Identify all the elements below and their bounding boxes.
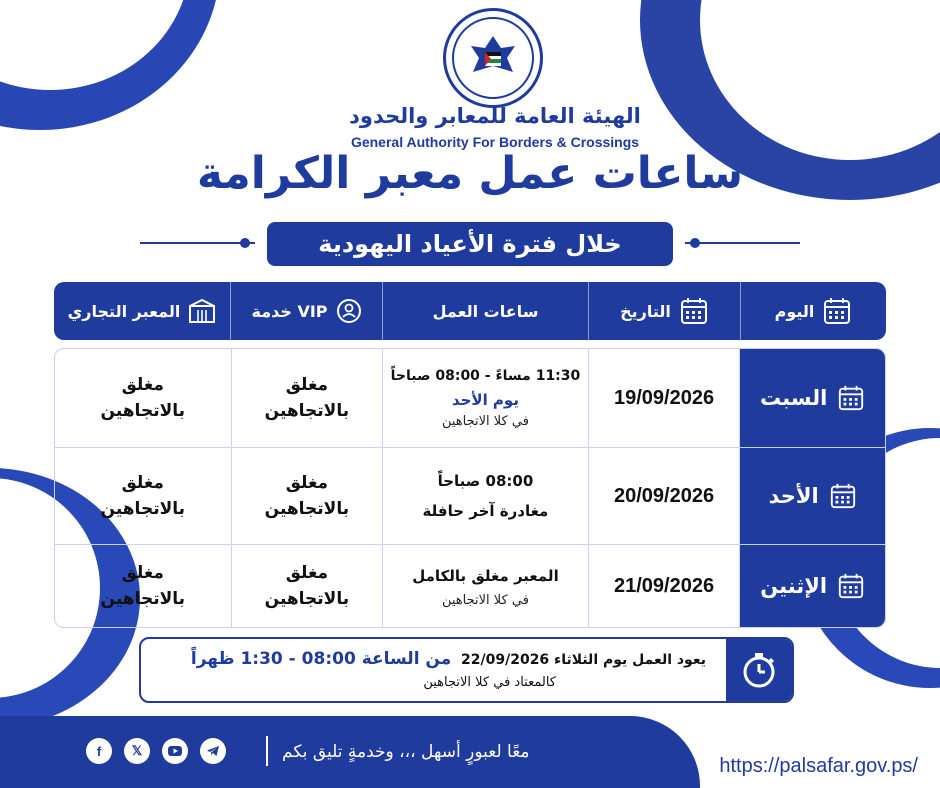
- hours-direction: في كلا الاتجاهين: [441, 414, 529, 429]
- commercial-direction: بالاتجاهين: [100, 401, 185, 421]
- subtitle: خلال فترة الأعياد اليهودية: [267, 222, 673, 266]
- header-day: [740, 282, 886, 340]
- header-date-label: التاريخ: [620, 301, 671, 321]
- commercial-status: مغلق: [121, 563, 164, 583]
- notice-line-1: [166, 649, 706, 669]
- divider-line: [685, 242, 800, 244]
- stopwatch-icon-box: [726, 639, 792, 701]
- commercial-direction: بالاتجاهين: [100, 499, 185, 519]
- subtitle-banner: [140, 222, 800, 266]
- notice-text: [166, 649, 706, 690]
- footer: [0, 708, 940, 788]
- day-label: الإثنين: [760, 574, 828, 598]
- resume-notice: [139, 637, 794, 703]
- hours-cell: [382, 448, 588, 544]
- notice-date: يعود العمل يوم الثلاثاء 22/09/2026: [461, 652, 706, 668]
- header-commercial: [54, 282, 230, 340]
- calendar-icon: [837, 384, 865, 412]
- date-cell: 20/09/2026: [588, 448, 740, 544]
- day-cell: [739, 448, 885, 544]
- x-icon[interactable]: 𝕏: [124, 738, 150, 764]
- commercial-status: مغلق: [121, 375, 164, 395]
- divider-dot: [240, 238, 250, 248]
- hours-cell: [382, 545, 588, 627]
- youtube-icon[interactable]: [162, 738, 188, 764]
- vip-status: مغلق: [285, 473, 329, 493]
- vip-cell: [231, 545, 383, 627]
- day-cell: [739, 349, 885, 447]
- header-day-label: اليوم: [774, 301, 815, 321]
- telegram-icon[interactable]: [200, 738, 226, 764]
- vip-direction: بالاتجاهين: [264, 499, 350, 519]
- vip-direction: بالاتجاهين: [264, 401, 350, 421]
- header-vip: [230, 282, 382, 340]
- hours-day-note: يوم الأحد: [451, 391, 519, 409]
- vip-cell: [231, 349, 383, 447]
- calendar-icon: [837, 572, 865, 600]
- vip-direction: بالاتجاهين: [264, 589, 350, 609]
- hours-cell: [382, 349, 588, 447]
- table-row: [55, 545, 885, 627]
- hours-time: 11:30 مساءً - 08:00 صباحاً: [390, 368, 581, 384]
- hours-note: مغادرة آخر حافلة: [422, 502, 549, 520]
- notice-hours: من الساعة 08:00 - 1:30 ظهراً: [190, 649, 452, 669]
- header-date: [588, 282, 740, 340]
- stopwatch-icon: [739, 650, 779, 690]
- header-vip-label: خدمة VIP: [251, 301, 328, 321]
- schedule-table: [54, 282, 886, 628]
- divider-line: [140, 242, 255, 244]
- date-cell: 21/09/2026: [588, 545, 740, 627]
- facebook-icon[interactable]: f: [86, 738, 112, 764]
- footer-slogan: معًا لعبورٍ أسهل ،،، وخدمةٍ تليق بكم: [282, 742, 530, 762]
- table-body: [54, 348, 886, 628]
- day-cell: [739, 545, 885, 627]
- day-label: السبت: [760, 386, 828, 410]
- header-hours: [382, 282, 588, 340]
- calendar-icon: [679, 296, 709, 326]
- table-row: [55, 349, 885, 448]
- hours-status: المعبر مغلق بالكامل: [412, 567, 559, 585]
- header-commercial-label: المعبر التجاري: [67, 301, 181, 321]
- date-cell: 19/09/2026: [588, 349, 740, 447]
- authority-logo: [443, 8, 543, 108]
- commercial-cell: [55, 448, 231, 544]
- page-title: ساعات عمل معبر الكرامة: [196, 148, 744, 199]
- commercial-direction: بالاتجاهين: [100, 589, 185, 609]
- hours-time: 08:00 صباحاً: [437, 472, 534, 490]
- org-name-english: General Authority For Borders & Crossings: [350, 134, 640, 150]
- social-links: [86, 738, 226, 764]
- commercial-status: مغلق: [121, 473, 164, 493]
- hours-direction: في كلا الاتجاهين: [441, 593, 529, 608]
- footer-divider: [266, 736, 268, 766]
- commercial-cell: [55, 349, 231, 447]
- calendar-icon: [829, 482, 857, 510]
- vip-cell: [231, 448, 383, 544]
- notice-line-2: كالمعتاد في كلا الاتجاهين: [423, 675, 556, 690]
- table-header: [54, 282, 886, 340]
- website-link[interactable]: https://palsafar.gov.ps/: [719, 755, 918, 777]
- vip-status: مغلق: [285, 375, 329, 395]
- gate-icon: [188, 298, 216, 324]
- eagle-emblem-icon: [463, 28, 523, 88]
- header-hours-label: ساعات العمل: [432, 301, 539, 321]
- calendar-icon: [822, 296, 852, 326]
- vip-status: مغلق: [285, 563, 329, 583]
- org-name-arabic: الهيئة العامة للمعابر والحدود: [349, 104, 641, 128]
- day-label: الأحد: [768, 484, 819, 508]
- vip-person-icon: [336, 298, 362, 324]
- commercial-cell: [55, 545, 231, 627]
- table-row: [55, 448, 885, 545]
